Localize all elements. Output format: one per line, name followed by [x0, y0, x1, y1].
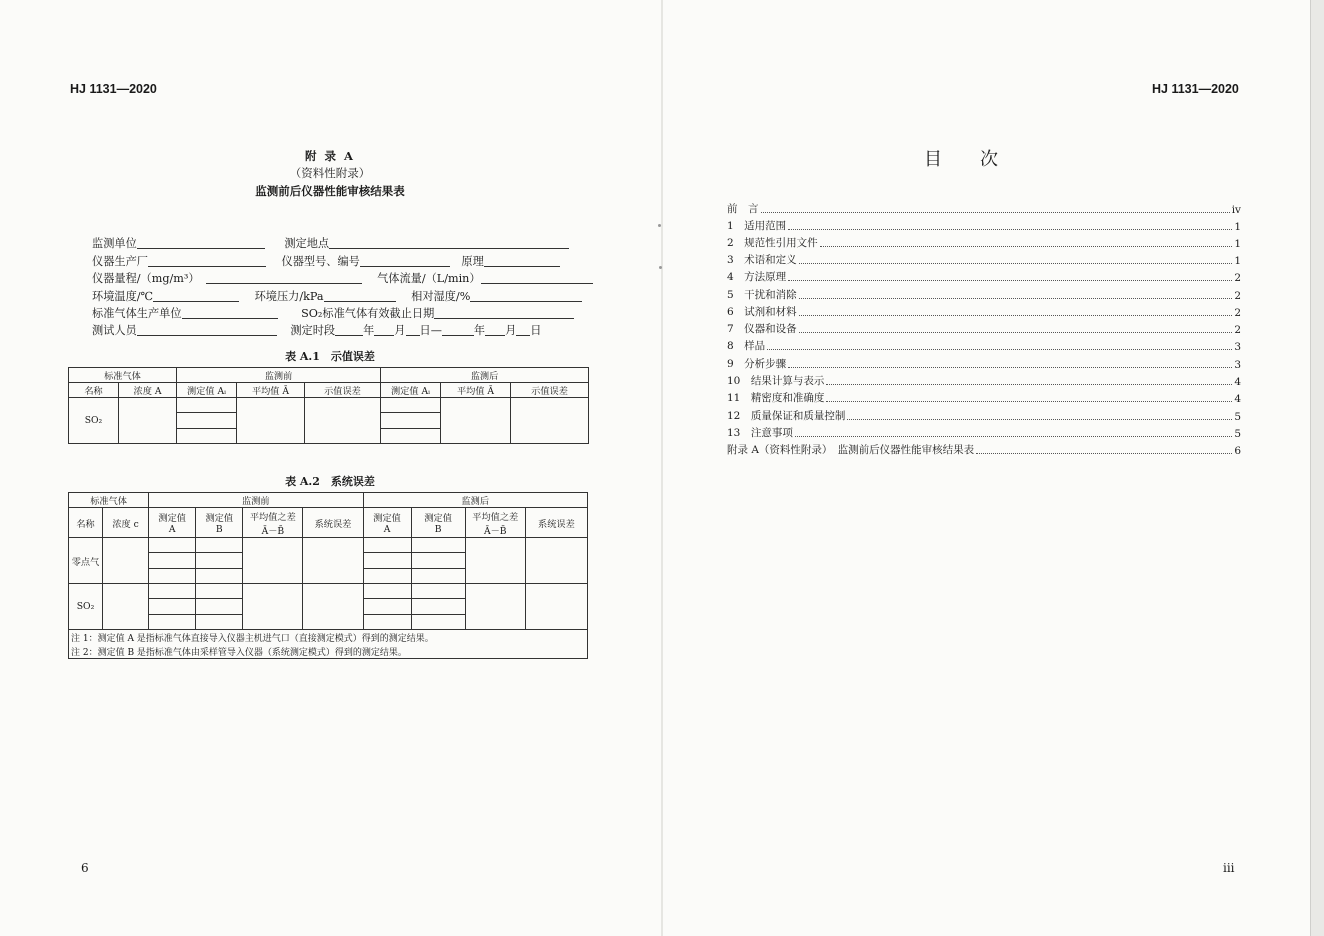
toc-item[interactable]: 6 试剂和材料 2: [727, 306, 1241, 319]
table-cell[interactable]: [196, 538, 243, 553]
fill-line[interactable]: [470, 289, 582, 302]
table-cell[interactable]: [237, 398, 305, 444]
fill-line[interactable]: [137, 323, 277, 336]
table-cell[interactable]: [119, 398, 177, 444]
table-cell[interactable]: [363, 584, 411, 599]
table-cell[interactable]: [303, 584, 363, 630]
fill-line[interactable]: [206, 271, 362, 284]
table-cell[interactable]: [196, 614, 243, 629]
table-cell[interactable]: [381, 398, 441, 413]
col-header: 名称: [69, 383, 119, 398]
fill-line[interactable]: [434, 306, 574, 319]
col-header: 测定值 B: [196, 508, 243, 538]
group-header: 标准气体: [69, 493, 149, 508]
form-row-3: 仪器量程/（mg/m³） 气体流量/（L/min）: [92, 270, 593, 286]
toc-item[interactable]: 1 适用范围 1: [727, 220, 1241, 233]
table-cell[interactable]: [363, 599, 411, 614]
group-header: 监测前: [149, 493, 363, 508]
scan-speck: [658, 224, 661, 227]
fill-line[interactable]: [406, 323, 420, 336]
col-header: 系统误差: [525, 508, 587, 538]
table-cell[interactable]: [149, 599, 196, 614]
col-header: 测定值 A: [363, 508, 411, 538]
form-row-2: 仪器生产厂 仪器型号、编号 原理: [92, 253, 560, 269]
fill-line[interactable]: [374, 323, 394, 336]
group-header: 标准气体: [69, 368, 177, 383]
toc-item[interactable]: 10 结果计算与表示 4: [727, 375, 1241, 388]
table-cell[interactable]: [465, 584, 525, 630]
toc-item[interactable]: 13 注意事项 5: [727, 427, 1241, 440]
col-header: 浓度 A: [119, 383, 177, 398]
col-header: 平均值之差 Ā－B̄: [243, 508, 303, 538]
appendix-label: 附 录 A: [305, 149, 355, 163]
toc-item[interactable]: 9 分析步骤 3: [727, 358, 1241, 371]
right-page: [662, 0, 1310, 936]
table-note-2: 注 2：测定值 B 是指标准气体由采样管导入仪器（系统测定模式）得到的测定结果。: [69, 644, 588, 659]
form-row-5: 标准气体生产单位 SO₂标准气体有效截止日期: [92, 305, 574, 321]
toc-item[interactable]: 2 规范性引用文件 1: [727, 237, 1241, 250]
table-cell[interactable]: [411, 538, 465, 553]
toc-item[interactable]: 前 言 iv: [727, 203, 1241, 216]
toc-item[interactable]: 7 仪器和设备 2: [727, 323, 1241, 336]
table-cell[interactable]: [149, 553, 196, 568]
appendix-type: （资料性附录）: [289, 166, 371, 180]
table-cell[interactable]: [363, 553, 411, 568]
table-cell[interactable]: [196, 584, 243, 599]
form-row-6: 测试人员 测定时段 年 月 日— 年 月 日: [92, 324, 542, 337]
fill-line[interactable]: [137, 236, 265, 249]
col-header: 示值误差: [511, 383, 589, 398]
table-cell[interactable]: [196, 553, 243, 568]
toc-item[interactable]: 12 质量保证和质量控制 5: [727, 410, 1241, 423]
row-label: SO₂: [69, 584, 103, 630]
toc-title: 目次: [924, 149, 1036, 170]
right-page-number: iii: [1223, 861, 1235, 875]
fill-line[interactable]: [329, 236, 569, 249]
table-cell[interactable]: [381, 413, 441, 428]
scan-edge: [1310, 0, 1324, 936]
form-row-4: 环境温度/℃ 环境压力/kPa 相对湿度/%: [92, 288, 582, 304]
group-header: 监测后: [381, 368, 589, 383]
table-cell[interactable]: [149, 538, 196, 553]
col-header: 平均值 Ā: [237, 383, 305, 398]
table-cell[interactable]: [411, 568, 465, 583]
table-cell[interactable]: [411, 584, 465, 599]
table-cell[interactable]: [243, 584, 303, 630]
col-header: 平均值之差 Ā－B̄: [465, 508, 525, 538]
table-cell[interactable]: [525, 584, 587, 630]
table-cell[interactable]: [511, 398, 589, 444]
table-note-1: 注 1：测定值 A 是指标准气体直接导入仪器主机进气口（直接测定模式）得到的测定结果。: [69, 630, 588, 645]
table-a2-caption: 表 A.2 系统误差: [285, 475, 375, 488]
col-header: 测定值 A: [149, 508, 196, 538]
row-label: 零点气: [69, 538, 103, 584]
scan-speck: [659, 266, 662, 269]
table-cell[interactable]: [177, 398, 237, 413]
fill-line[interactable]: [360, 254, 450, 267]
fill-line[interactable]: [481, 271, 593, 284]
table-cell[interactable]: [149, 568, 196, 583]
fill-line[interactable]: [324, 289, 396, 302]
toc-item[interactable]: 11 精密度和准确度 4: [727, 392, 1241, 405]
group-header: 监测前: [177, 368, 381, 383]
left-page-number: 6: [81, 861, 89, 875]
table-cell[interactable]: [303, 538, 363, 584]
table-cell[interactable]: [196, 568, 243, 583]
col-header: 测定值 B: [411, 508, 465, 538]
fill-line[interactable]: [182, 306, 278, 319]
appendix-title: 监测前后仪器性能审核结果表: [255, 184, 405, 198]
col-header: 系统误差: [303, 508, 363, 538]
table-cell[interactable]: [363, 568, 411, 583]
col-header: 浓度 c: [103, 508, 149, 538]
fill-line[interactable]: [516, 323, 530, 336]
group-header: 监测后: [363, 493, 587, 508]
table-cell[interactable]: [465, 538, 525, 584]
toc-item[interactable]: 4 方法原理 2: [727, 271, 1241, 284]
fill-line[interactable]: [335, 323, 363, 336]
table-cell[interactable]: [363, 538, 411, 553]
toc-item[interactable]: 附录 A（资料性附录） 监测前后仪器性能审核结果表 6: [727, 444, 1241, 457]
col-header: 测定值 Aᵢ: [177, 383, 237, 398]
fill-line[interactable]: [484, 254, 560, 267]
page-crease: [661, 0, 663, 936]
table-cell[interactable]: [196, 599, 243, 614]
col-header: 示值误差: [305, 383, 381, 398]
toc-item[interactable]: 5 干扰和消除 2: [727, 289, 1241, 302]
table-cell[interactable]: [441, 398, 511, 444]
table-cell[interactable]: [381, 428, 441, 443]
left-header: HJ 1131—2020: [70, 82, 157, 96]
table-cell[interactable]: [411, 599, 465, 614]
table-cell[interactable]: [363, 614, 411, 629]
toc-item[interactable]: 8 样品 3: [727, 340, 1241, 353]
col-header: 测定值 Aᵢ: [381, 383, 441, 398]
table-a1-caption: 表 A.1 示值误差: [285, 350, 375, 363]
col-header: 名称: [69, 508, 103, 538]
toc-item[interactable]: 3 术语和定义 1: [727, 254, 1241, 267]
fill-line[interactable]: [485, 323, 505, 336]
fill-line[interactable]: [153, 289, 239, 302]
fill-line[interactable]: [442, 323, 474, 336]
form-row-1: 监测单位 测定地点: [92, 235, 569, 251]
table-a1: [68, 367, 589, 444]
fill-line[interactable]: [148, 254, 266, 267]
row-label: SO₂: [69, 398, 119, 444]
table-a2: [68, 492, 588, 659]
table-cell[interactable]: [305, 398, 381, 444]
table-cell[interactable]: [177, 413, 237, 428]
table-cell[interactable]: [411, 553, 465, 568]
table-cell[interactable]: [103, 538, 149, 584]
table-cell[interactable]: [103, 584, 149, 630]
table-cell[interactable]: [411, 614, 465, 629]
table-cell[interactable]: [149, 584, 196, 599]
table-cell[interactable]: [177, 428, 237, 443]
right-header: HJ 1131—2020: [1152, 82, 1239, 96]
col-header: 平均值 Ā: [441, 383, 511, 398]
table-cell[interactable]: [149, 614, 196, 629]
table-cell[interactable]: [243, 538, 303, 584]
table-cell[interactable]: [525, 538, 587, 584]
